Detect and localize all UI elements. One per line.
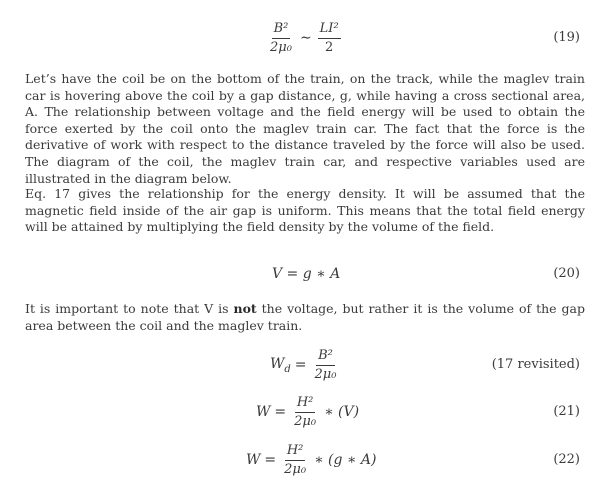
equation-19-lhs-numerator: B² — [272, 21, 291, 39]
equation-17-revisited-fraction — [313, 348, 339, 383]
paragraph-volume-note-start: It is important to note that V is — [25, 301, 234, 316]
equation-22-numerator: H² — [285, 443, 306, 461]
equation-17-revisited-lhs: $W_d$ — [270, 355, 291, 375]
equation-17-revisited-body — [270, 345, 340, 385]
equation-17-revisited — [0, 345, 616, 385]
equation-21-number: (21) — [553, 404, 580, 419]
equation-20-number: (20) — [553, 266, 580, 281]
equation-22-relation: = — [264, 452, 277, 468]
paragraph-coil-setup: Let’s have the coil be on the bottom of the train, on the track, while the maglev train car is hovering above the coil by a gap distance, g, while having a cross sectional area, A. The relationship between voltage and the field energy will be used to obtain the force exerted by the coil onto the maglev train car. The fact that the force is the derivative of work with respect to the distance traveled by the force will also be used. The diagram of the coil, the maglev train car, and respective variables used are illustrated in the diagram below. — [25, 71, 585, 186]
equation-19-lhs-fraction — [268, 21, 294, 56]
equation-21-fraction — [292, 395, 318, 430]
equation-22 — [0, 440, 616, 480]
paragraph-energy-density: Eq. 17 gives the relationship for the energy density. It will be assumed that the magnetic field inside of the air gap is uniform. This means that the total field energy will be attained by multiplying the field density by the volume of the field. — [25, 186, 585, 235]
equation-19-lhs-denominator: 2μ₀ — [270, 39, 292, 55]
paragraph-volume-note-end: the voltage, but rather it is the volume of the gap area between the coil and the maglev train. — [25, 301, 585, 333]
equation-17-revisited-number: (17 revisited) — [491, 357, 580, 372]
equation-22-tail: ∗ (g ∗ A) — [314, 452, 377, 468]
equation-17-revisited-numerator: B² — [316, 348, 335, 366]
equation-20-body: V = g ∗ A — [272, 266, 341, 282]
equation-21-body — [256, 392, 359, 432]
equation-22-body — [246, 440, 376, 480]
paragraph-volume-note-emphasis: not — [233, 301, 257, 316]
equation-19-rhs-denominator: 2 — [325, 39, 334, 55]
equation-19 — [0, 18, 616, 58]
equation-19-body — [266, 18, 343, 58]
equation-21-relation: = — [274, 404, 287, 420]
equation-22-denominator: 2μ₀ — [284, 461, 307, 477]
equation-21 — [0, 392, 616, 432]
equation-17-revisited-denominator: 2μ₀ — [314, 366, 337, 382]
equation-19-relation: ∼ — [299, 30, 312, 46]
equation-19-number: (19) — [553, 30, 580, 45]
equation-21-tail: ∗ (V) — [324, 404, 360, 420]
equation-21-denominator: 2μ₀ — [294, 413, 317, 429]
equation-19-rhs-fraction — [318, 21, 341, 56]
equation-21-lhs: W — [256, 404, 271, 420]
equation-19-rhs-numerator: LI² — [318, 21, 341, 39]
equation-21-numerator: H² — [295, 395, 316, 413]
equation-17-revisited-relation: = — [294, 357, 307, 373]
paragraph-volume-note — [25, 301, 585, 334]
equation-22-number: (22) — [553, 452, 580, 467]
equation-20 — [0, 254, 616, 294]
equation-22-fraction — [282, 443, 308, 478]
equation-22-lhs: W — [246, 452, 261, 468]
